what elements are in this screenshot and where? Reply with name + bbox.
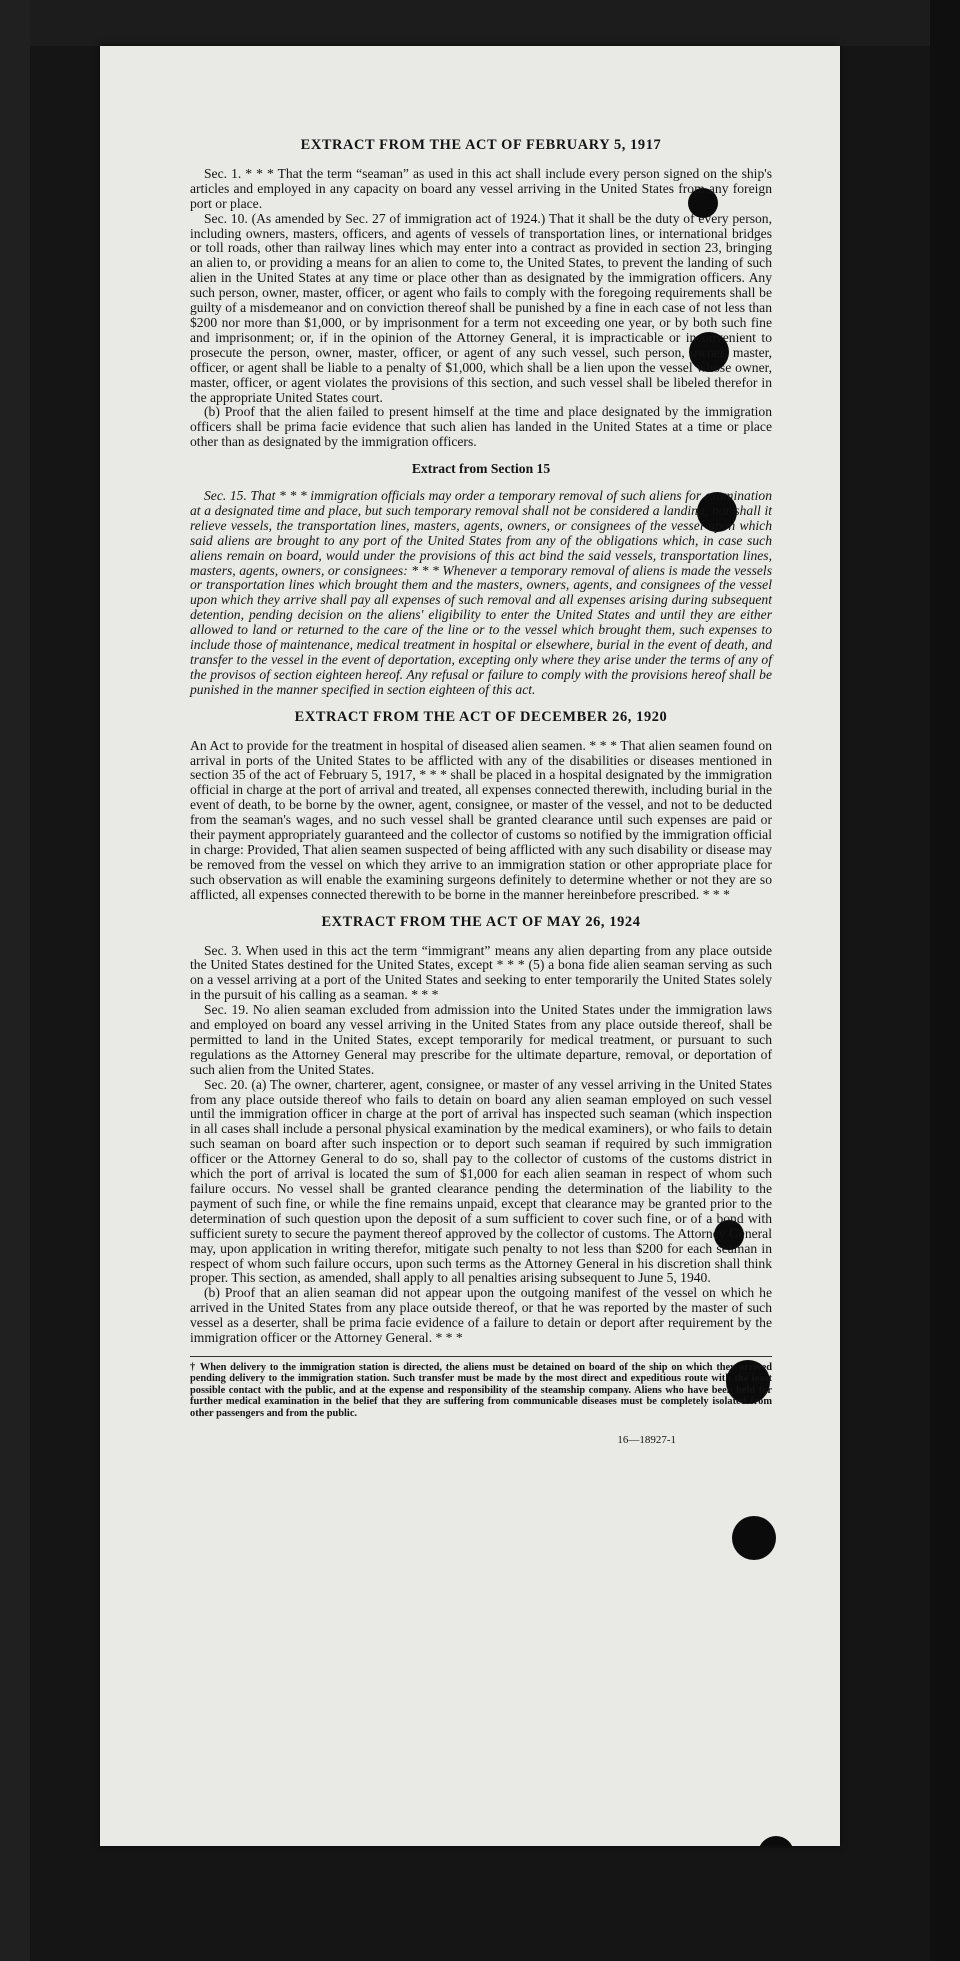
microfilm-frame-left xyxy=(0,0,30,1961)
microfilm-frame-right xyxy=(930,0,960,1961)
section-20b: (b) Proof that an alien seaman did not appear upon the outgoing manifest of the vessel on which he arrived in the United States from any place outside thereof, or that he was reported by the master of such vessel as a deserter, shall be prima facie evidence of a failure to detain or deport after requirement by the immigration officer or the Attorney General. * * * xyxy=(190,1285,772,1346)
section-15: Sec. 15. That * * * immigration officials may order a temporary removal of such aliens for examination at a designated time and place, but such temporary removal shall not be considered a landing, nor shall it relieve vessels, the transportation lines, masters, agents, owners, or consignees of the vessel upon which said aliens are brought to any port of the United States from any of the obligations which, in case such aliens remain on board, would under the provisions of this act bind the said vessels, transportation lines, masters, agents, owners, or consignees: * * * Whenever a temporary removal of aliens is made the vessels or transportation lines which brought them and the masters, owners, agents, and consignees of the vessel upon which they arrive shall pay all expenses of such removal and all expenses arising during subsequent detention, pending decision on the aliens' eligibility to enter the United States and until they are either allowed to land or returned to the care of the line or to the vessel which brought them, such expenses to include those of maintenance, medical treatment in hospital or elsewhere, burial in the event of death, and transfer to the vessel in the event of deportation, excepting only where they arise under the terms of any of the provisos of section eighteen hereof. Any refusal or failure to comply with the provisions hereof shall be punished in the manner specified in section eighteen of this act. xyxy=(190,488,772,697)
document-text xyxy=(190,138,772,1448)
heading-act-1924: EXTRACT FROM THE ACT OF MAY 26, 1924 xyxy=(321,913,641,930)
subheading-section-15: Extract from Section 15 xyxy=(411,461,551,477)
form-code: 16—18927-1 xyxy=(617,1434,676,1446)
act-1920-text: An Act to provide for the treatment in hospital of diseased alien seamen. * * * That alien seamen found on arrival in ports of the United States to be afflicted with any of the disabilities or diseases mentioned in section 35 of the act of February 5, 1917, * * * shall be placed in a hospital designated by the immigration official in charge at the port of arrival and treated, all expenses connected therewith, including burial in the event of death, to be borne by the owner, agent, consignee, or master of the vessel, and not to be deducted from the seaman's wages, and no such vessel shall be granted clearance until such expenses are paid or their payment appropriately guaranteed and the collector of customs so notified by the immigration official in charge: Provided, That alien seamen suspected of being afflicted with any such disability or disease may be removed from the vessel on which they arrive to an immigration station or other appropriate place for such observation as will enable the examining surgeons definitely to determine whether or not they are so afflicted, all expenses connected therewith to be borne in the manner hereinbefore prescribed. * * * xyxy=(190,737,772,902)
section-1: Sec. 1. * * * That the term “seaman” as used in this act shall include every person signed on the ship's articles and employed in any capacity on board any vessel arriving in the United States from any foreign port or place. xyxy=(190,165,772,211)
document-sheet xyxy=(100,46,840,1846)
section-20a: Sec. 20. (a) The owner, charterer, agent, consignee, or master of any vessel arriving in the United States from any place outside thereof who fails to detain on board any alien seaman employed on such vessel until the immigration officer in charge at the port of arrival has inspected such seaman (which inspection in all cases shall include a personal physical examination by the medical examiners), or who fails to detain such seaman on board after such inspection or to deport such seaman if required by such immigration officer or the Attorney General to do so, shall pay to the collector of customs of the customs district in which the port of arrival is located the sum of $1,000 for each alien seaman in respect of whom such failure occurs. No vessel shall be granted clearance pending the determination of the liability to the payment of such fine, or while the fine remains unpaid, except that clearance may be granted prior to the determination of such question upon the deposit of a sum sufficient to cover such fine, or of a bond with sufficient surety to secure the payment thereof approved by the collector of customs. The Attorney General may, upon application in writing therefor, mitigate such penalty to not less than $200 for each seaman in respect of whom such failure occurs, upon such terms as the Attorney General in his discretion shall think proper. This section, as amended, shall apply to all penalties arising subsequent to June 5, 1940. xyxy=(190,1076,772,1286)
footnote: † When delivery to the immigration station is directed, the aliens must be detained on board of the ship on which they arrived pending delivery to the immigration station. Such transfer must be made by the most direct and expeditious route with the least possible contact with the public, and at the expense and responsibility of the steamship company. Aliens who have been held for further medical examination in the belief that they are suffering from communicable diseases must be completely isolated from other passengers and from the public. xyxy=(190,1356,772,1419)
heading-act-1920: EXTRACT FROM THE ACT OF DECEMBER 26, 1920 xyxy=(294,708,668,725)
section-10: Sec. 10. (As amended by Sec. 27 of immigration act of 1924.) That it shall be the duty of every person, including owners, masters, officers, and agents of vessels of transportation lines, or international bridges or toll roads, other than railway lines which may enter into a contract as provided in section 23, bringing an alien to, or providing a means for an alien to come to, the United States, to prevent the landing of such alien in the United States at any time or place other than as designated by the immigration officers. Any such person, owner, master, officer, or agent who fails to comply with the foregoing requirements shall be guilty of a misdemeanor and on conviction thereof shall be punished by a fine in each case of not less than $200 nor more than $1,000, or by imprisonment for a term not exceeding one year, or by both such fine and imprisonment; or, if in the opinion of the Attorney General, it is impracticable or inconvenient to prosecute the person, owner, master, officer, or agent of any such vessel, such person, owner, master, officer, or agent shall be liable to a penalty of $1,000, which shall be a lien upon the vessel whose owner, master, officer, or agent violates the provisions of this section, and such vessel shall be libeled therefor in the appropriate United States court. xyxy=(190,210,772,405)
section-19: Sec. 19. No alien seaman excluded from admission into the United States under the immigration laws and employed on board any vessel arriving in the United States from any place outside thereof, shall be permitted to land in the United States, except temporarily for medical treatment, or pursuant to such regulations as the Attorney General may prescribe for the ultimate departure, removal, or deportation of such alien from the United States. xyxy=(190,1002,772,1077)
section-3: Sec. 3. When used in this act the term “immigrant” means any alien departing from any place outside the United States destined for the United States, except * * * (5) a bona fide alien seaman serving as such on a vessel arriving at a port of the United States and seeking to enter temporarily the United States solely in the pursuit of his calling as a seaman. * * * xyxy=(190,942,772,1003)
heading-act-1917: EXTRACT FROM THE ACT OF FEBRUARY 5, 1917 xyxy=(300,137,662,153)
punch-hole xyxy=(732,1516,776,1560)
punch-hole xyxy=(758,1836,794,1846)
section-10b: (b) Proof that the alien failed to present himself at the time and place designated by the immigration officers shall be prima facie evidence that such alien has landed in the United States at a time or place other than as designated by the immigration officers. xyxy=(190,404,772,450)
microfilm-frame-top xyxy=(0,0,960,46)
